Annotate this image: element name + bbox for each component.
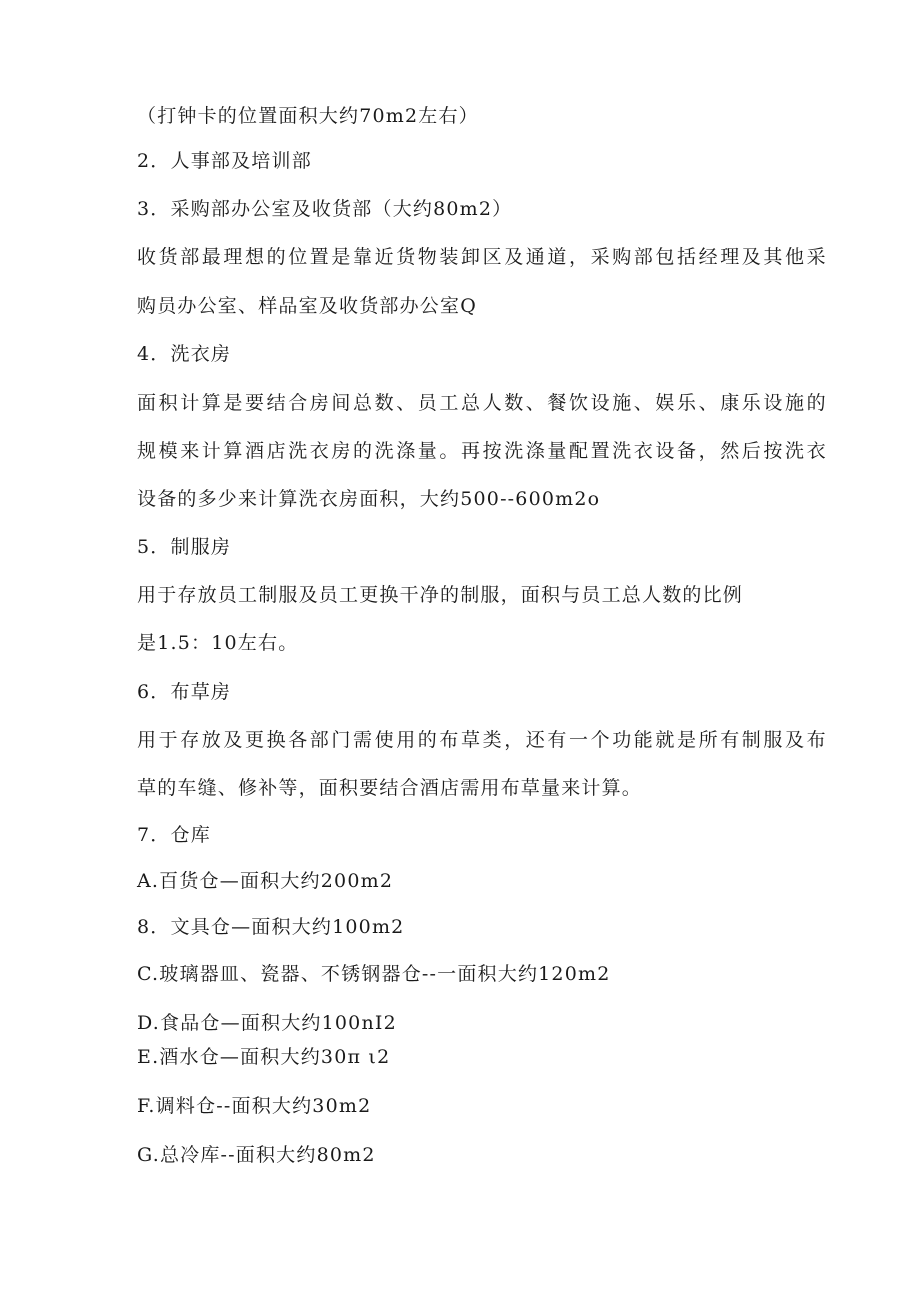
- text-line-uniform-1: 用于存放员工制服及员工更换干净的制服，面积与员工总人数的比例: [137, 584, 744, 606]
- heading-purchasing-receiving: 3．采购部办公室及收货部（大约80m2）: [137, 198, 513, 220]
- list-item-seasoning-store: F.调料仓--面积大约30m2: [137, 1095, 372, 1117]
- list-item-cold-storage: G.总冷库--面积大约80m2: [137, 1144, 376, 1166]
- text-line-laundry-3: 设备的多少来计算洗衣房面积，大约500--600m2o: [137, 488, 601, 510]
- list-item-food-store: D.食品仓—面积大约100nI2: [137, 1012, 397, 1034]
- text-line-clock-in-area: （打钟卡的位置面积大约70m2左右）: [137, 105, 479, 127]
- text-line-linen-1: 用于存放及更换各部门需使用的布草类，还有一个功能就是所有制服及布: [137, 729, 829, 751]
- text-line-laundry-2: 规模来计算酒店洗衣房的洗涤量。再按洗涤量配置洗衣设备，然后按洗衣: [137, 440, 829, 462]
- heading-hr-training: 2．人事部及培训部: [137, 150, 312, 172]
- text-line-receiving-1: 收货部最理想的位置是靠近货物装卸区及通道，采购部包括经理及其他采: [137, 246, 829, 268]
- list-item-glassware-store: C.玻璃器皿、瓷器、不锈钢器仓--一面积大约120m2: [137, 963, 611, 985]
- list-item-stationery-store: 8．文具仓—面积大约100m2: [137, 916, 405, 938]
- text-line-linen-2: 草的车缝、修补等，面积要结合酒店需用布草量来计算。: [137, 777, 643, 799]
- heading-laundry: 4．洗衣房: [137, 343, 232, 365]
- text-line-laundry-1: 面积计算是要结合房间总数、员工总人数、餐饮设施、娱乐、康乐设施的: [137, 392, 829, 414]
- text-line-uniform-2: 是1.5：10左右。: [137, 632, 299, 654]
- heading-uniform-room: 5．制服房: [137, 536, 232, 558]
- heading-linen-room: 6．布草房: [137, 681, 232, 703]
- list-item-beverage-store: E.酒水仓—面积大约30π ι2: [137, 1046, 391, 1068]
- text-line-receiving-2: 购员办公室、样品室及收货部办公室Q: [137, 295, 477, 317]
- heading-warehouse: 7．仓库: [137, 824, 211, 846]
- list-item-general-store: A.百货仓—面积大约200m2: [137, 870, 394, 892]
